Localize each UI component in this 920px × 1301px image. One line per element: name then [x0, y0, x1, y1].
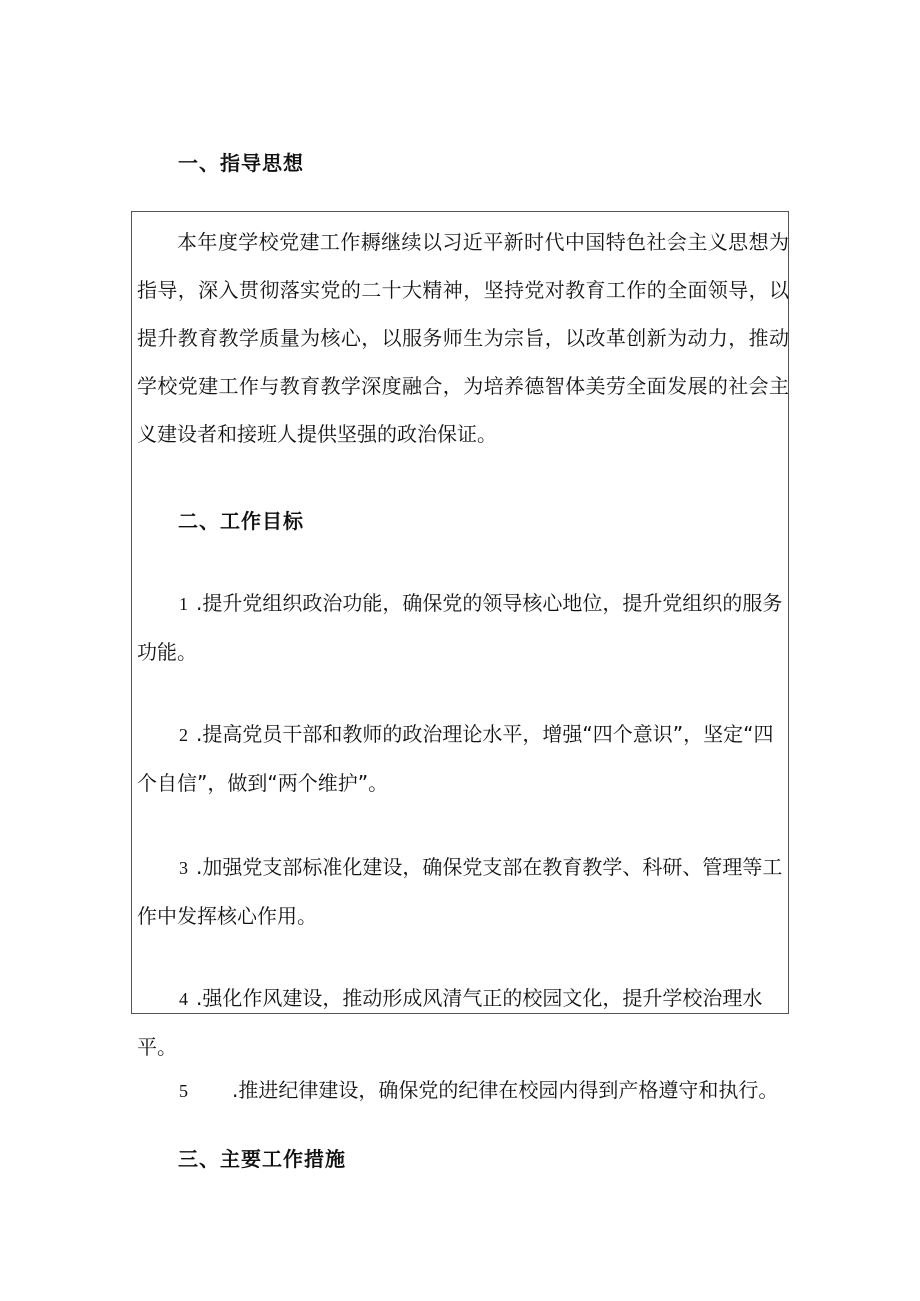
guiding-ideology-paragraph: 本年度学校党建工作耨继续以习近平新时代中国特色社会主义思想为指导，深入贯彻落实党的二十大精神，坚持党对教育工作的全面领导，以提升教育教学质量为核心，以服务师生为宗旨，以改革创新为动力，推动学校党建工作与教育教学深度融合，为培养德智体美劳全面发展的社会主义建设者和接班人提供坚强的政治保证。 [137, 230, 789, 446]
goal-text: .强化作风建设，推动形成风清气正的校园文化，提升学校治理水平。 [137, 986, 763, 1059]
goal-item [137, 710, 789, 807]
goal-item [137, 974, 789, 1071]
goal-number: 2 [179, 725, 188, 745]
goal-text: .提高党员干部和教师的政治理论水平，增强“四个意识”，坚定“四个自信”，做到“两个维护”。 [137, 722, 774, 795]
section-heading-work-goals: 二、工作目标 [178, 509, 304, 533]
section-heading-guiding-ideology: 一、指导思想 [178, 151, 304, 175]
goal-item [137, 1066, 789, 1115]
goal-number: 3 [179, 858, 188, 878]
goal-text: .加强党支部标准化建设，确保党支部在教育教学、科研、管理等工作中发挥核心作用。 [137, 855, 783, 928]
goal-number: 1 [179, 594, 188, 614]
goal-item [137, 843, 789, 940]
goal-text: .推进纪律建设，确保党的纪律在校园内得到产格遵守和执行。 [232, 1078, 779, 1102]
goal-number: 5 [179, 1081, 188, 1101]
goal-item [137, 579, 789, 676]
goal-text: .提升党组织政治功能，确保党的领导核心地位，提升党组织的服务功能。 [137, 591, 783, 664]
section-heading-main-measures: 三、主要工作措施 [178, 1147, 346, 1171]
goal-number: 4 [179, 989, 188, 1009]
